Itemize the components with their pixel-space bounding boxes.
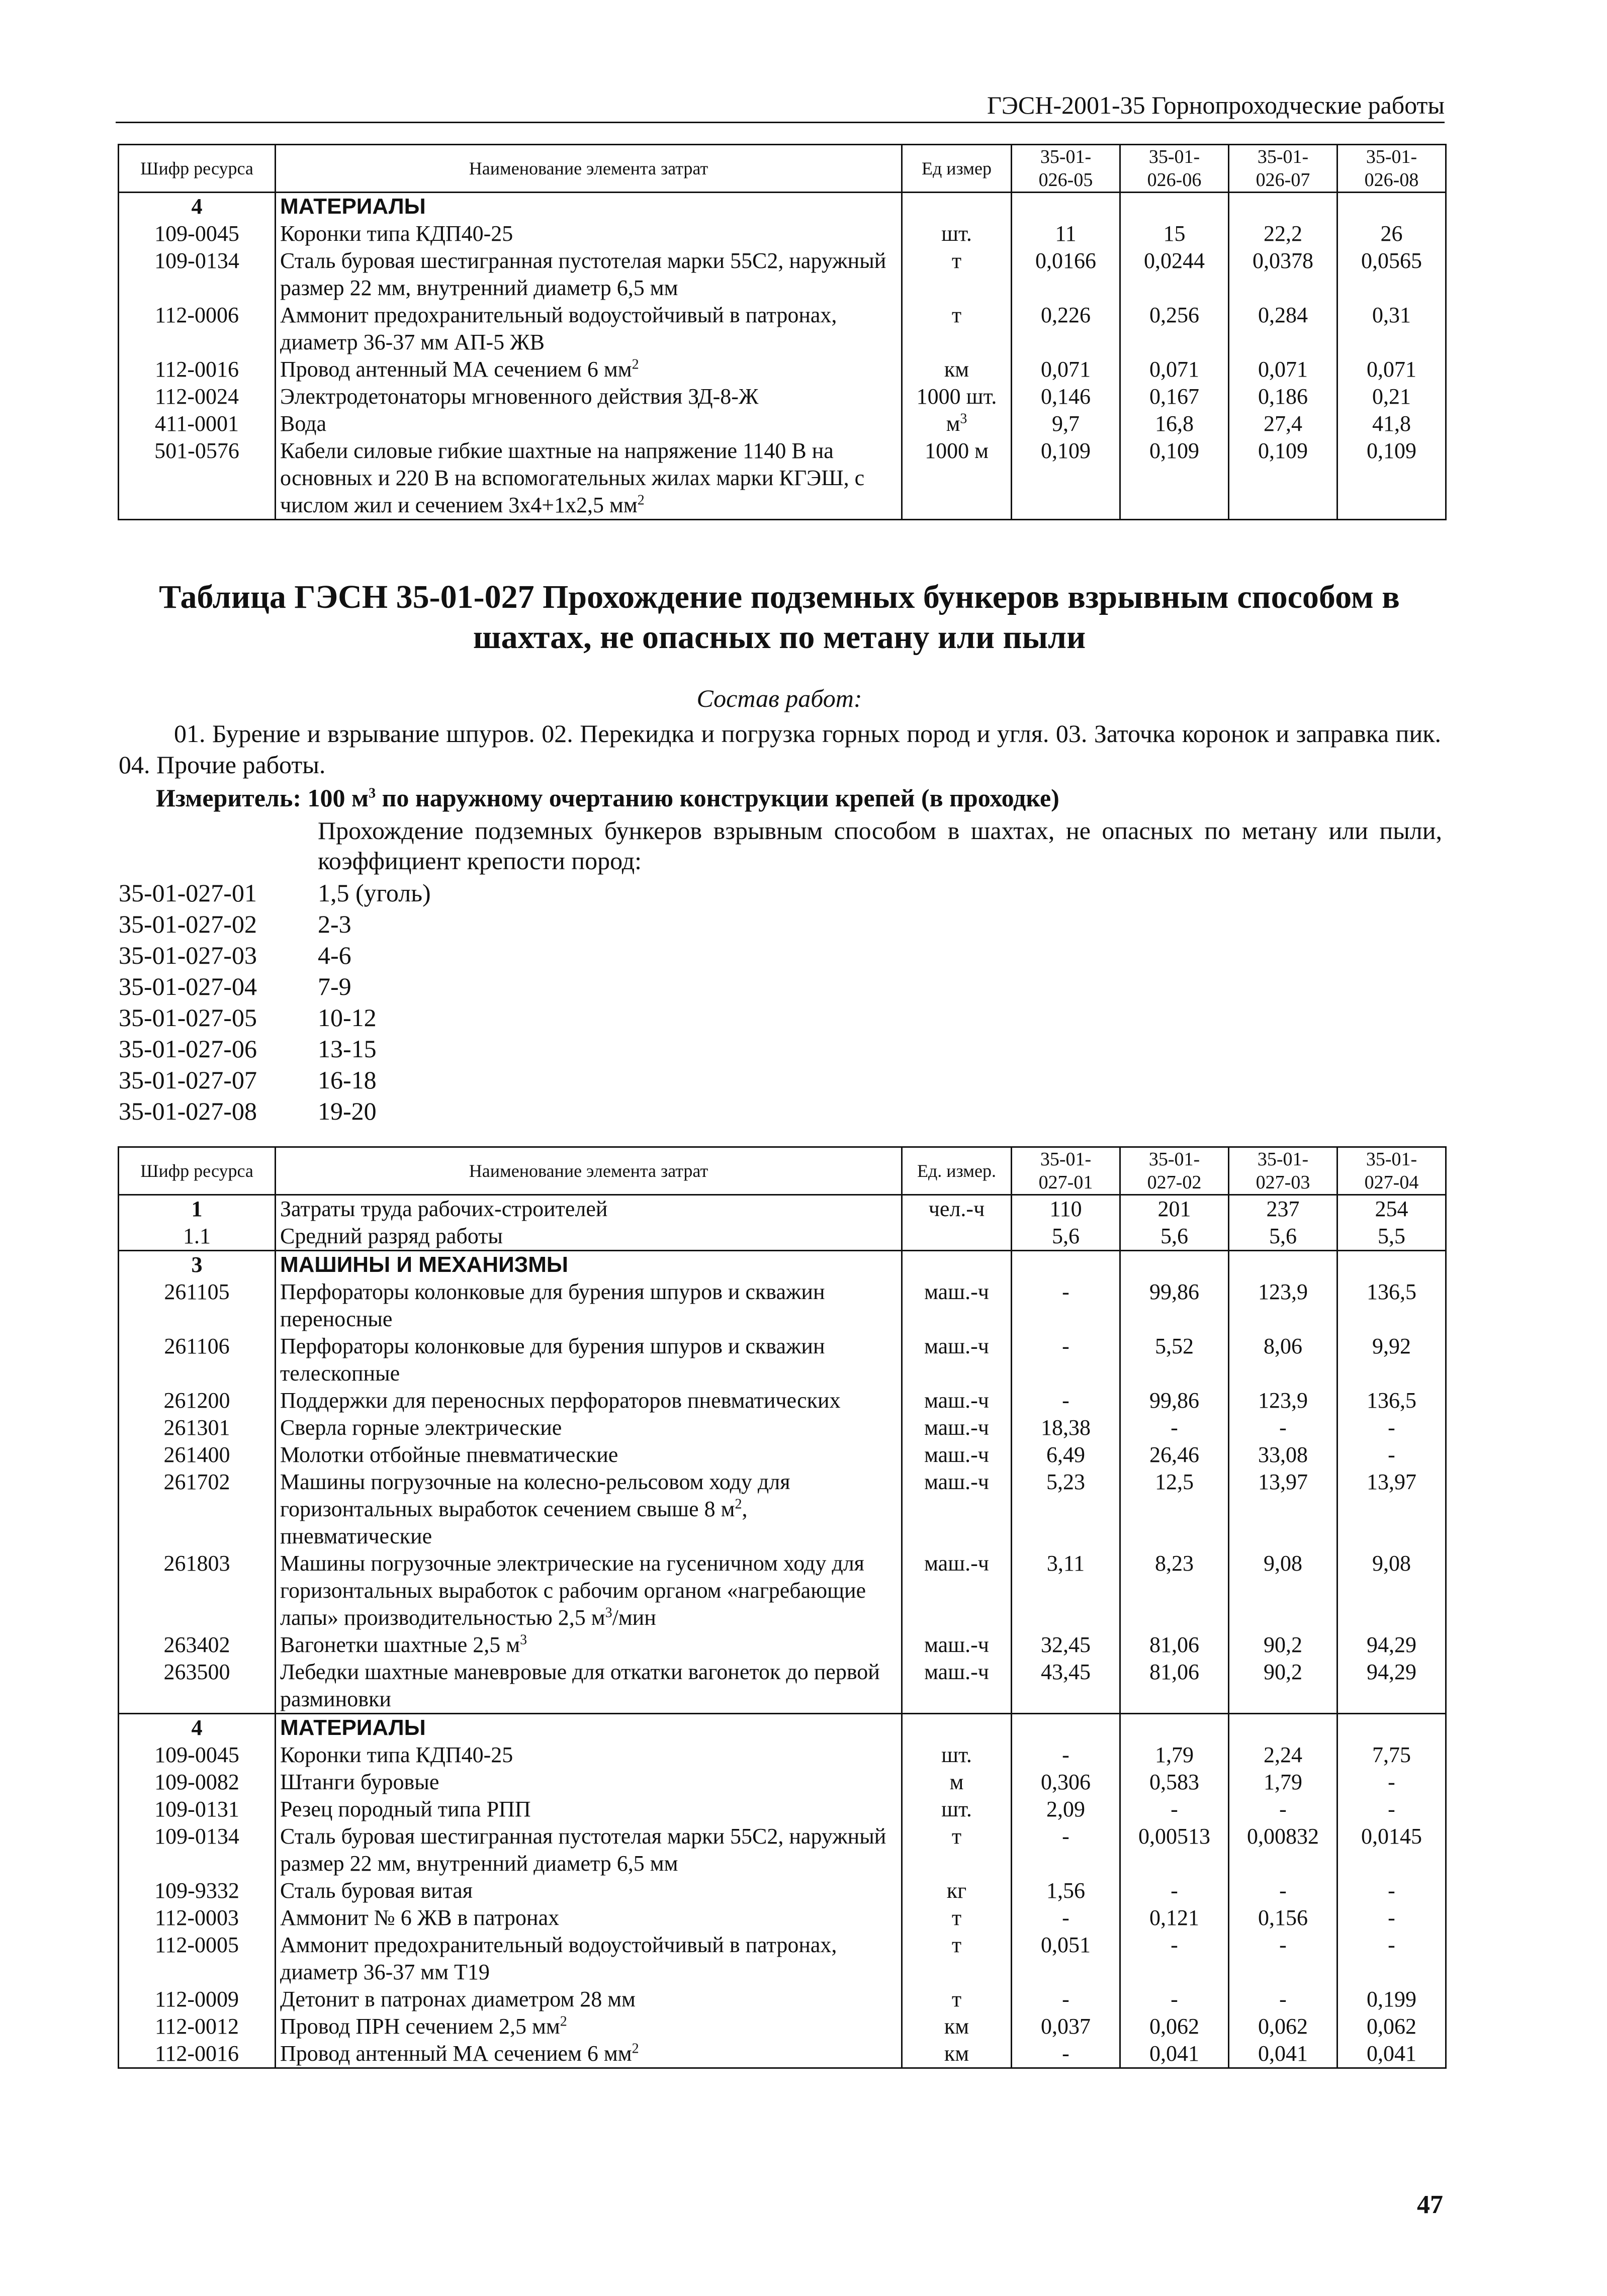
value-cell: - xyxy=(1120,1877,1229,1904)
value-cell xyxy=(1229,1251,1337,1279)
value-cell: 9,08 xyxy=(1337,1550,1446,1631)
value-cell xyxy=(1012,193,1120,221)
value-cell xyxy=(1229,193,1337,221)
variant-row xyxy=(119,940,431,971)
value-cell: 0,00513 xyxy=(1120,1823,1229,1877)
value-cell: 8,23 xyxy=(1120,1550,1229,1631)
value-cell: 0,041 xyxy=(1337,2040,1446,2068)
value-cell: - xyxy=(1229,1986,1337,2013)
value-cell: 5,6 xyxy=(1012,1223,1120,1251)
variant-row xyxy=(119,1095,431,1127)
value-cell: 0,284 xyxy=(1229,302,1337,356)
cost-element-name: Затраты труда рабочих-строителей xyxy=(276,1195,902,1223)
value-cell: 26 xyxy=(1337,220,1446,247)
unit-cell: т xyxy=(902,1932,1012,1986)
unit-cell: маш.-ч xyxy=(902,1441,1012,1468)
column-header: Наименование элемента затрат xyxy=(276,1147,902,1195)
variant-row xyxy=(119,971,431,1002)
value-cell: 33,08 xyxy=(1229,1441,1337,1468)
table-row xyxy=(119,247,1446,302)
column-header: Ед. измер. xyxy=(902,1147,1012,1195)
cost-element-name: Провод антенный МА сечением 6 $мм^2$ xyxy=(276,2040,902,2068)
variant-value: 2-3 xyxy=(318,910,351,938)
value-cell: 0,0565 xyxy=(1337,247,1446,302)
unit-cell: $м^3$ xyxy=(902,410,1012,437)
table-row xyxy=(119,2013,1446,2040)
value-cell: - xyxy=(1337,1904,1446,1932)
value-cell: 136,5 xyxy=(1337,1278,1446,1333)
cost-element-name: Аммонит предохранительный водоустойчивый в патронах, диаметр 36-37 мм Т19 xyxy=(276,1932,902,1986)
unit-cell: т xyxy=(902,1986,1012,2013)
value-cell: 3,11 xyxy=(1012,1550,1120,1631)
value-cell xyxy=(1012,1714,1120,1742)
value-cell: 1,79 xyxy=(1120,1741,1229,1769)
variant-code: 35-01-027-08 xyxy=(119,1097,257,1125)
table-row xyxy=(119,1223,1446,1251)
unit-cell: шт. xyxy=(902,1796,1012,1823)
value-cell: 0,041 xyxy=(1229,2040,1337,2068)
value-cell: 5,23 xyxy=(1012,1468,1120,1550)
unit-cell: маш.-ч xyxy=(902,1550,1012,1631)
value-cell: 0,31 xyxy=(1337,302,1446,356)
unit-cell: т xyxy=(902,247,1012,302)
value-cell: 99,86 xyxy=(1120,1387,1229,1414)
variant-code: 35-01-027-07 xyxy=(119,1066,257,1094)
cost-element-name: Вагонетки шахтные 2,5 $м^3$ xyxy=(276,1631,902,1659)
cost-element-name: Поддержки для переносных перфораторов пневматических xyxy=(276,1387,902,1414)
table-row xyxy=(119,1631,1446,1659)
variant-row xyxy=(119,877,431,908)
table-row xyxy=(119,1659,1446,1714)
table-row xyxy=(119,1387,1446,1414)
value-cell: 13,97 xyxy=(1229,1468,1337,1550)
unit-cell xyxy=(902,1714,1012,1742)
unit-cell: 1000 м xyxy=(902,437,1012,520)
cost-element-name: Сверла горные электрические xyxy=(276,1414,902,1441)
value-cell: 22,2 xyxy=(1229,220,1337,247)
value-cell: 0,21 xyxy=(1337,383,1446,410)
unit-cell: маш.-ч xyxy=(902,1387,1012,1414)
resource-code: 263500 xyxy=(119,1659,276,1714)
value-cell: - xyxy=(1120,1414,1229,1441)
resource-code: 4 xyxy=(119,1714,276,1742)
resource-code: 112-0009 xyxy=(119,1986,276,2013)
value-cell: 15 xyxy=(1120,220,1229,247)
cost-element-name: Электродетонаторы мгновенного действия ЗД-8-Ж xyxy=(276,383,902,410)
value-cell xyxy=(1337,193,1446,221)
value-cell: - xyxy=(1229,1414,1337,1441)
unit-cell: км xyxy=(902,2013,1012,2040)
table-row xyxy=(119,356,1446,383)
value-cell: - xyxy=(1012,1904,1120,1932)
value-cell: 123,9 xyxy=(1229,1387,1337,1414)
value-cell: - xyxy=(1337,1877,1446,1904)
value-cell: - xyxy=(1229,1932,1337,1986)
value-cell: - xyxy=(1012,1741,1120,1769)
unit-cell: т xyxy=(902,302,1012,356)
value-cell: 13,97 xyxy=(1337,1468,1446,1550)
value-cell: 6,49 xyxy=(1012,1441,1120,1468)
variant-code: 35-01-027-02 xyxy=(119,910,257,938)
value-cell xyxy=(1012,1251,1120,1279)
value-cell: 0,256 xyxy=(1120,302,1229,356)
value-cell: - xyxy=(1012,2040,1120,2068)
value-cell: - xyxy=(1337,1441,1446,1468)
value-cell: 0,0145 xyxy=(1337,1823,1446,1877)
value-cell: - xyxy=(1120,1796,1229,1823)
value-cell: 1,79 xyxy=(1229,1769,1337,1796)
value-cell: 2,24 xyxy=(1229,1741,1337,1769)
value-cell: 0,0378 xyxy=(1229,247,1337,302)
cost-element-name: Сталь буровая витая xyxy=(276,1877,902,1904)
value-cell: 0,071 xyxy=(1120,356,1229,383)
variant-value: 13-15 xyxy=(318,1035,377,1063)
unit-cell: маш.-ч xyxy=(902,1333,1012,1387)
value-cell: 5,5 xyxy=(1337,1223,1446,1251)
value-cell: 0,0244 xyxy=(1120,247,1229,302)
value-cell: 0,199 xyxy=(1337,1986,1446,2013)
value-cell: 0,146 xyxy=(1012,383,1120,410)
description: Прохождение подземных бункеров взрывным способом в шахтах, не опасных по метану или пыли, коэффициент крепости пород: xyxy=(318,816,1442,875)
running-header: ГЭСН-2001-35 Горнопроходческие работы xyxy=(116,88,1445,123)
resource-code: 261301 xyxy=(119,1414,276,1441)
column-header: Наименование элемента затрат xyxy=(276,145,902,193)
section-row xyxy=(119,193,1446,221)
table-row xyxy=(119,1877,1446,1904)
composition-text: 01. Бурение и взрывание шпуров. 02. Перекидка и погрузка горных пород и угля. 03. Заточка коронок и заправка пик. 04. Прочие работы. xyxy=(119,719,1441,779)
value-cell: 27,4 xyxy=(1229,410,1337,437)
value-cell: - xyxy=(1337,1932,1446,1986)
cost-element-name: Вода xyxy=(276,410,902,437)
resource-code: 501-0576 xyxy=(119,437,276,520)
resource-code: 1 xyxy=(119,1195,276,1223)
table-header-row xyxy=(119,145,1446,193)
value-cell: - xyxy=(1012,1333,1120,1387)
cost-element-name: МАТЕРИАЛЫ xyxy=(276,1714,902,1742)
value-cell: 0,186 xyxy=(1229,383,1337,410)
cost-element-name: Аммонит предохранительный водоустойчивый в патронах, диаметр 36-37 мм АП-5 ЖВ xyxy=(276,302,902,356)
value-cell: 0,051 xyxy=(1012,1932,1120,1986)
variant-value: 19-20 xyxy=(318,1097,377,1125)
value-cell: 43,45 xyxy=(1012,1659,1120,1714)
value-cell: 90,2 xyxy=(1229,1659,1337,1714)
value-cell: - xyxy=(1337,1796,1446,1823)
composition-label: Состав работ: xyxy=(696,684,862,712)
resource-code: 261106 xyxy=(119,1333,276,1387)
resource-table-027 xyxy=(118,1146,1447,2069)
value-cell: - xyxy=(1229,1796,1337,1823)
table-row xyxy=(119,1441,1446,1468)
unit-cell xyxy=(902,193,1012,221)
resource-code: 109-0045 xyxy=(119,220,276,247)
unit-cell: маш.-ч xyxy=(902,1659,1012,1714)
variant-code: 35-01-027-01 xyxy=(119,879,257,907)
variant-row xyxy=(119,1002,431,1033)
table-row xyxy=(119,220,1446,247)
variant-value: 1,5 (уголь) xyxy=(318,879,431,907)
value-cell: 0,226 xyxy=(1012,302,1120,356)
value-cell: 254 xyxy=(1337,1195,1446,1223)
value-cell: 94,29 xyxy=(1337,1659,1446,1714)
variant-list xyxy=(119,877,431,1127)
cost-element-name: Коронки типа КДП40-25 xyxy=(276,1741,902,1769)
value-cell: 136,5 xyxy=(1337,1387,1446,1414)
value-cell: 1,56 xyxy=(1012,1877,1120,1904)
value-cell: 0,037 xyxy=(1012,2013,1120,2040)
cost-element-name: Машины погрузочные электрические на гусеничном ходу для горизонтальных выработок с рабочим органом «нагребающие лапы» производительностью 2,5 $м^3$/мин xyxy=(276,1550,902,1631)
resource-code: 263402 xyxy=(119,1631,276,1659)
value-cell xyxy=(1120,1251,1229,1279)
column-header: 35-01- 026-06 xyxy=(1120,145,1229,193)
value-cell: 90,2 xyxy=(1229,1631,1337,1659)
table-row xyxy=(119,1333,1446,1387)
value-cell: 9,7 xyxy=(1012,410,1120,437)
resource-code: 1.1 xyxy=(119,1223,276,1251)
value-cell: 0,041 xyxy=(1120,2040,1229,2068)
value-cell: 9,92 xyxy=(1337,1333,1446,1387)
value-cell: 110 xyxy=(1012,1195,1120,1223)
resource-table-026 xyxy=(118,144,1447,520)
cost-element-name: Сталь буровая шестигранная пустотелая марки 55С2, наружный размер 22 мм, внутренний диаметр 6,5 мм xyxy=(276,247,902,302)
value-cell xyxy=(1337,1251,1446,1279)
resource-code: 261400 xyxy=(119,1441,276,1468)
cost-element-name: МАТЕРИАЛЫ xyxy=(276,193,902,221)
value-cell: - xyxy=(1120,1986,1229,2013)
unit-cell: км xyxy=(902,2040,1012,2068)
table-header-row xyxy=(119,1147,1446,1195)
value-cell: 0,071 xyxy=(1337,356,1446,383)
table-row xyxy=(119,410,1446,437)
resource-code: 112-0024 xyxy=(119,383,276,410)
table-row xyxy=(119,1195,1446,1223)
value-cell: 18,38 xyxy=(1012,1414,1120,1441)
section-row xyxy=(119,1714,1446,1742)
variant-value: 10-12 xyxy=(318,1003,377,1032)
value-cell: 16,8 xyxy=(1120,410,1229,437)
value-cell: 0,062 xyxy=(1337,2013,1446,2040)
variant-code: 35-01-027-06 xyxy=(119,1035,257,1063)
column-header: 35-01- 026-05 xyxy=(1012,145,1120,193)
table-row xyxy=(119,1278,1446,1333)
resource-code: 109-0082 xyxy=(119,1769,276,1796)
cost-element-name: Аммонит № 6 ЖВ в патронах xyxy=(276,1904,902,1932)
value-cell: 0,583 xyxy=(1120,1769,1229,1796)
unit-cell: чел.-ч xyxy=(902,1195,1012,1223)
variant-code: 35-01-027-05 xyxy=(119,1003,257,1032)
value-cell: 0,0166 xyxy=(1012,247,1120,302)
table-row xyxy=(119,2040,1446,2068)
table-row xyxy=(119,383,1446,410)
table-row xyxy=(119,437,1446,520)
value-cell: - xyxy=(1337,1414,1446,1441)
value-cell: 9,08 xyxy=(1229,1550,1337,1631)
resource-code: 261105 xyxy=(119,1278,276,1333)
variant-value: 4-6 xyxy=(318,941,351,969)
unit-cell xyxy=(902,1251,1012,1279)
value-cell: 94,29 xyxy=(1337,1631,1446,1659)
table-row xyxy=(119,1741,1446,1769)
cost-element-name: Сталь буровая шестигранная пустотелая марки 55С2, наружный размер 22 мм, внутренний диаметр 6,5 мм xyxy=(276,1823,902,1877)
resource-code: 109-0134 xyxy=(119,247,276,302)
value-cell: 0,121 xyxy=(1120,1904,1229,1932)
table-row xyxy=(119,1904,1446,1932)
value-cell: 32,45 xyxy=(1012,1631,1120,1659)
column-header: Шифр ресурса xyxy=(119,1147,276,1195)
variant-row xyxy=(119,1064,431,1095)
value-cell: 0,071 xyxy=(1229,356,1337,383)
value-cell: 12,5 xyxy=(1120,1468,1229,1550)
value-cell: 0,306 xyxy=(1012,1769,1120,1796)
cost-element-name: Коронки типа КДП40-25 xyxy=(276,220,902,247)
cost-element-name: Провод антенный МА сечением 6 $мм^2$ xyxy=(276,356,902,383)
table-row xyxy=(119,302,1446,356)
resource-code: 109-0045 xyxy=(119,1741,276,1769)
variant-code: 35-01-027-04 xyxy=(119,972,257,1000)
column-header: 35-01- 027-03 xyxy=(1229,1147,1337,1195)
cost-element-name: Перфораторы колонковые для бурения шпуров и скважин переносные xyxy=(276,1278,902,1333)
unit-cell: м xyxy=(902,1769,1012,1796)
table-row xyxy=(119,1986,1446,2013)
value-cell: 5,6 xyxy=(1120,1223,1229,1251)
table-row xyxy=(119,1550,1446,1631)
value-cell: 0,062 xyxy=(1120,2013,1229,2040)
value-cell: 8,06 xyxy=(1229,1333,1337,1387)
resource-code: 261702 xyxy=(119,1468,276,1550)
cost-element-name: Лебедки шахтные маневровые для откатки вагонеток до первой разминовки xyxy=(276,1659,902,1714)
unit-cell xyxy=(902,1223,1012,1251)
value-cell: 7,75 xyxy=(1337,1741,1446,1769)
value-cell: 0,109 xyxy=(1337,437,1446,520)
cost-element-name: Молотки отбойные пневматические xyxy=(276,1441,902,1468)
section-title: Таблица ГЭСН 35-01-027 Прохождение подземных бункеров взрывным способом в шахтах, не опасных по метану или пыли xyxy=(159,579,1400,656)
table-row xyxy=(119,1796,1446,1823)
resource-code: 112-0005 xyxy=(119,1932,276,1986)
table-row xyxy=(119,1769,1446,1796)
resource-code: 109-9332 xyxy=(119,1877,276,1904)
value-cell: 81,06 xyxy=(1120,1631,1229,1659)
value-cell xyxy=(1120,1714,1229,1742)
column-header: 35-01- 026-07 xyxy=(1229,145,1337,193)
unit-cell: т xyxy=(902,1904,1012,1932)
value-cell: - xyxy=(1229,1877,1337,1904)
value-cell: 5,6 xyxy=(1229,1223,1337,1251)
resource-code: 112-0003 xyxy=(119,1904,276,1932)
resource-code: 261200 xyxy=(119,1387,276,1414)
unit-cell: т xyxy=(902,1823,1012,1877)
column-header: 35-01- 026-08 xyxy=(1337,145,1446,193)
value-cell: 26,46 xyxy=(1120,1441,1229,1468)
value-cell: 0,062 xyxy=(1229,2013,1337,2040)
cost-element-name: Детонит в патронах диаметром 28 мм xyxy=(276,1986,902,2013)
column-header: 35-01- 027-04 xyxy=(1337,1147,1446,1195)
unit-cell: маш.-ч xyxy=(902,1278,1012,1333)
value-cell xyxy=(1120,193,1229,221)
cost-element-name: Провод ПРН сечением 2,5 $мм^2$ xyxy=(276,2013,902,2040)
column-header: Шифр ресурса xyxy=(119,145,276,193)
resource-code: 109-0131 xyxy=(119,1796,276,1823)
value-cell: 0,109 xyxy=(1229,437,1337,520)
value-cell: - xyxy=(1012,1823,1120,1877)
value-cell xyxy=(1229,1714,1337,1742)
value-cell: 201 xyxy=(1120,1195,1229,1223)
column-header: Ед измер xyxy=(902,145,1012,193)
unit-cell: 1000 шт. xyxy=(902,383,1012,410)
variant-row xyxy=(119,1033,431,1064)
unit-cell: кг xyxy=(902,1877,1012,1904)
column-header: 35-01- 027-01 xyxy=(1012,1147,1120,1195)
page-number: 47 xyxy=(1417,2190,1443,2219)
value-cell: 0,156 xyxy=(1229,1904,1337,1932)
value-cell: 0,00832 xyxy=(1229,1823,1337,1877)
value-cell: 11 xyxy=(1012,220,1120,247)
unit-cell: маш.-ч xyxy=(902,1468,1012,1550)
unit-cell: маш.-ч xyxy=(902,1414,1012,1441)
value-cell: 123,9 xyxy=(1229,1278,1337,1333)
section-row xyxy=(119,1251,1446,1279)
value-cell: 0,071 xyxy=(1012,356,1120,383)
variant-code: 35-01-027-03 xyxy=(119,941,257,969)
table-row xyxy=(119,1823,1446,1877)
resource-code: 411-0001 xyxy=(119,410,276,437)
variant-row xyxy=(119,908,431,940)
cost-element-name: Штанги буровые xyxy=(276,1769,902,1796)
cost-element-name: Кабели силовые гибкие шахтные на напряжение 1140 В на основных и 220 В на вспомогательных жилах марки КГЭШ, с числом жил и сечением 3х4+1х2,5 $мм^2$ xyxy=(276,437,902,520)
table-row xyxy=(119,1414,1446,1441)
resource-code: 4 xyxy=(119,193,276,221)
value-cell: 5,52 xyxy=(1120,1333,1229,1387)
cost-element-name: МАШИНЫ И МЕХАНИЗМЫ xyxy=(276,1251,902,1279)
resource-code: 3 xyxy=(119,1251,276,1279)
value-cell: 0,167 xyxy=(1120,383,1229,410)
resource-code: 112-0012 xyxy=(119,2013,276,2040)
value-cell: 81,06 xyxy=(1120,1659,1229,1714)
cost-element-name: Резец породный типа РПП xyxy=(276,1796,902,1823)
cost-element-name: Машины погрузочные на колесно-рельсовом ходу для горизонтальных выработок сечением свыше 8 $м^2$, пневматические xyxy=(276,1468,902,1550)
measure-unit: Измеритель: 100 $м^3$ по наружному очертанию конструкции крепей (в проходке) xyxy=(156,784,1059,812)
unit-cell: км xyxy=(902,356,1012,383)
cost-element-name: Средний разряд работы xyxy=(276,1223,902,1251)
column-header: 35-01- 027-02 xyxy=(1120,1147,1229,1195)
resource-code: 112-0006 xyxy=(119,302,276,356)
value-cell: - xyxy=(1012,1278,1120,1333)
value-cell: 99,86 xyxy=(1120,1278,1229,1333)
value-cell xyxy=(1337,1714,1446,1742)
resource-code: 112-0016 xyxy=(119,356,276,383)
variant-value: 16-18 xyxy=(318,1066,377,1094)
value-cell: 237 xyxy=(1229,1195,1337,1223)
value-cell: - xyxy=(1120,1932,1229,1986)
resource-code: 261803 xyxy=(119,1550,276,1631)
resource-code: 109-0134 xyxy=(119,1823,276,1877)
unit-cell: шт. xyxy=(902,220,1012,247)
value-cell: - xyxy=(1012,1986,1120,2013)
table-row xyxy=(119,1468,1446,1550)
value-cell: - xyxy=(1337,1769,1446,1796)
value-cell: 2,09 xyxy=(1012,1796,1120,1823)
value-cell: 0,109 xyxy=(1012,437,1120,520)
unit-cell: шт. xyxy=(902,1741,1012,1769)
value-cell: - xyxy=(1012,1387,1120,1414)
cost-element-name: Перфораторы колонковые для бурения шпуров и скважин телескопные xyxy=(276,1333,902,1387)
resource-code: 112-0016 xyxy=(119,2040,276,2068)
value-cell: 41,8 xyxy=(1337,410,1446,437)
unit-cell: маш.-ч xyxy=(902,1631,1012,1659)
value-cell: 0,109 xyxy=(1120,437,1229,520)
table-row xyxy=(119,1932,1446,1986)
variant-value: 7-9 xyxy=(318,972,351,1000)
